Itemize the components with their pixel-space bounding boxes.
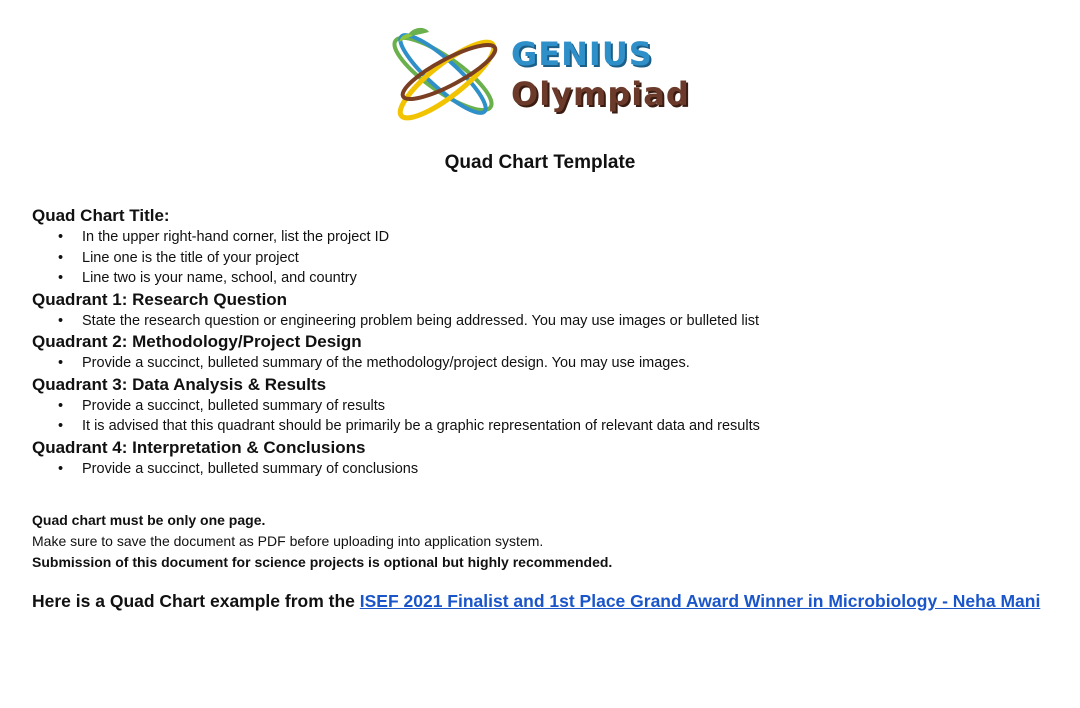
list-item [32,396,1062,417]
bullet-icon: • [58,418,64,434]
logo-text-genius: GENIUS [511,35,653,73]
section-heading-quad-chart-title: Quad Chart Title: [32,206,170,225]
list-item-text: Line two is your name, school, and country [82,270,357,286]
bullet-icon: • [58,270,64,286]
list-item-text: Line one is the title of your project [82,249,299,266]
list-item [32,248,1062,269]
note-save-pdf: Make sure to save the document as PDF before uploading into application system. [32,533,544,549]
bullet-icon: • [58,312,64,329]
logo-text-olympiad: Olympiad [511,75,690,113]
bullet-list [32,311,1062,332]
bullet-icon: • [58,229,64,245]
list-item-text: State the research question or engineering problem being addressed. You may use images or bulleted list [82,312,760,329]
orbit-atom-icon [385,22,515,127]
bullet-icon: • [58,249,64,266]
note-one-page: Quad chart must be only one page. [32,512,266,528]
example-link[interactable]: ISEF 2021 Finalist and 1st Place Grand Award Winner in Microbiology - Neha Mani [359,591,1041,611]
list-item-text: In the upper right-hand corner, list the project ID [82,229,390,245]
section-heading-quadrant-3: Quadrant 3: Data Analysis & Results [32,374,327,394]
list-item-text: It is advised that this quadrant should be primarily be a graphic representation of relevant data and results [82,418,760,434]
list-item [32,311,1062,332]
list-item [32,416,1062,437]
bullet-list [32,353,1062,374]
list-item-text: Provide a succinct, bulleted summary of the methodology/project design. You may use images. [82,355,690,371]
bullet-icon: • [58,355,64,371]
genius-olympiad-logo [385,22,695,127]
list-item [32,268,1062,289]
bullet-list [32,459,1062,480]
list-item [32,353,1062,374]
bullet-list [32,227,1062,289]
list-item [32,227,1062,248]
example-prefix: Here is a Quad Chart example from the [32,591,360,611]
bullet-icon: • [58,460,64,477]
example-line [32,591,1072,612]
section-heading-quadrant-2: Quadrant 2: Methodology/Project Design [32,332,362,351]
note-optional-submission: Submission of this document for science projects is optional but highly recommended. [32,554,613,570]
list-item-text: Provide a succinct, bulleted summary of conclusions [82,460,419,477]
section-heading-quadrant-1: Quadrant 1: Research Question [32,289,288,309]
bullet-list [32,396,1062,437]
bullet-icon: • [58,397,64,414]
instructions [32,205,1062,479]
submission-notes [32,510,1062,573]
section-heading-quadrant-4: Quadrant 4: Interpretation & Conclusions [32,437,366,457]
document-title: Quad Chart Template [444,152,636,173]
list-item-text: Provide a succinct, bulleted summary of results [82,397,386,414]
list-item [32,459,1062,480]
